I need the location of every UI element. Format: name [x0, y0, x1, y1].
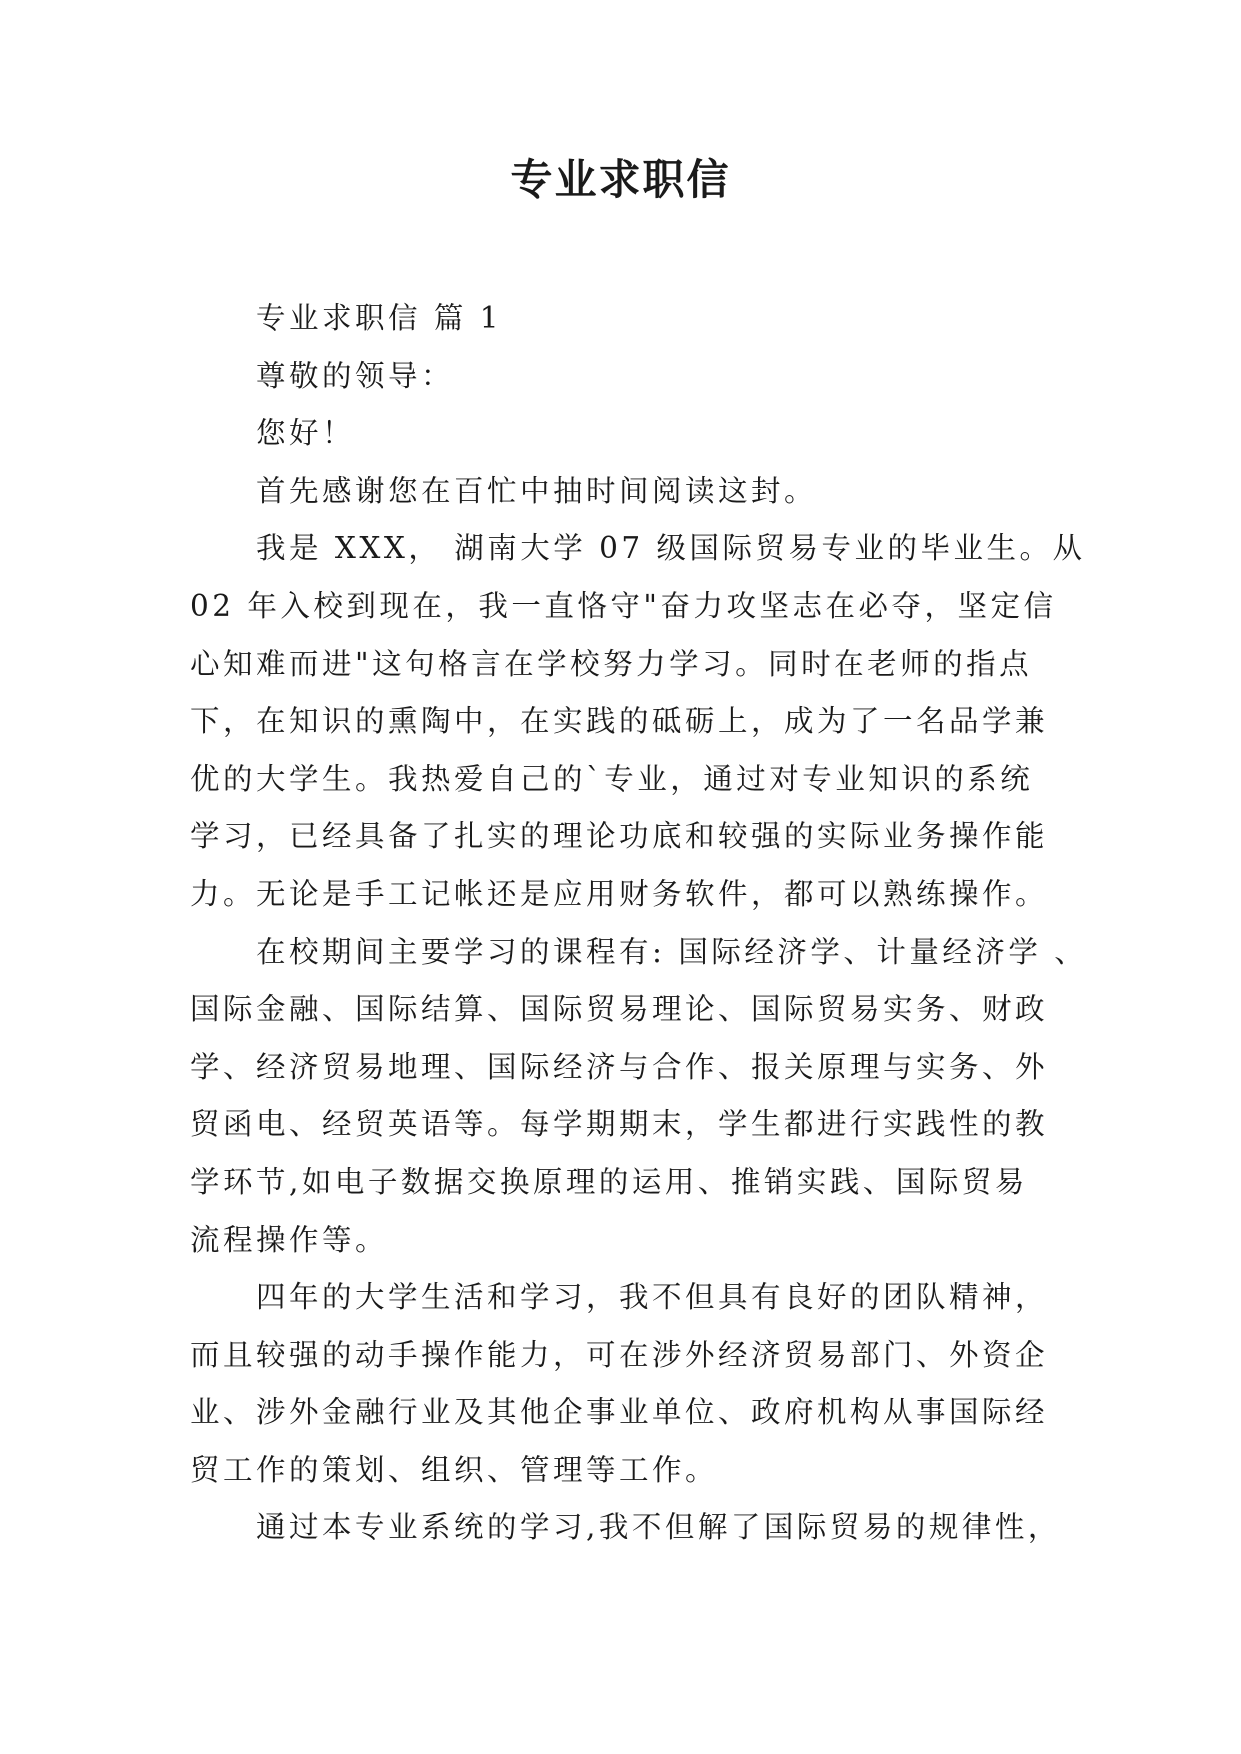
text-line: 02 年入校到现在，我一直恪守"奋力攻坚志在必夺，坚定信 [190, 588, 1057, 623]
text-line: 首先感谢您在百忙中抽时间阅读这封。 [256, 473, 818, 508]
text-line: 力。无论是手工记帐还是应用财务软件，都可以熟练操作。 [190, 876, 1049, 911]
text-line: 国际金融、国际结算、国际贸易理论、国际贸易实务、财政 [190, 992, 1049, 1027]
text-line: 流程操作等。 [190, 1222, 389, 1257]
text-line: 业、涉外金融行业及其他企事业单位、政府机构从事国际经 [190, 1395, 1049, 1430]
text-line: 通过本专业系统的学习,我不但解了国际贸易的规律性， [256, 1510, 1061, 1545]
text-line: 尊敬的领导： [256, 358, 455, 393]
text-line: 我是 XXX， 湖南大学 07 级国际贸易专业的毕业生。从 [256, 531, 1086, 566]
text-line: 优的大学生。我热爱自己的`专业，通过对专业知识的系统 [190, 761, 1034, 796]
document-title: 专业求职信 [510, 155, 731, 204]
document-body [190, 290, 1088, 1557]
text-line: 专业求职信 篇 1 [256, 301, 503, 335]
text-line: 学习，已经具备了扎实的理论功底和较强的实际业务操作能 [190, 819, 1049, 854]
text-line: 心知难而进"这句格言在学校努力学习。同时在老师的指点 [190, 646, 1033, 681]
text-line: 在校期间主要学习的课程有: 国际经济学、计量经济学 、 [256, 934, 1088, 969]
text-line: 学环节,如电子数据交换原理的运用、推销实践、国际贸易 [190, 1164, 1028, 1199]
text-line: 贸函电、经贸英语等。每学期期末，学生都进行实践性的教 [190, 1107, 1049, 1142]
text-line: 学、经济贸易地理、国际经济与合作、报关原理与实务、外 [190, 1049, 1049, 1084]
text-line: 您好！ [256, 416, 356, 451]
text-line: 而且较强的动手操作能力，可在涉外经济贸易部门、外资企 [190, 1337, 1049, 1372]
text-line: 下，在知识的熏陶中，在实践的砥砺上，成为了一名品学兼 [190, 704, 1049, 739]
text-line: 四年的大学生活和学习，我不但具有良好的团队精神， [256, 1280, 1049, 1315]
text-line: 贸工作的策划、组织、管理等工作。 [190, 1452, 719, 1487]
